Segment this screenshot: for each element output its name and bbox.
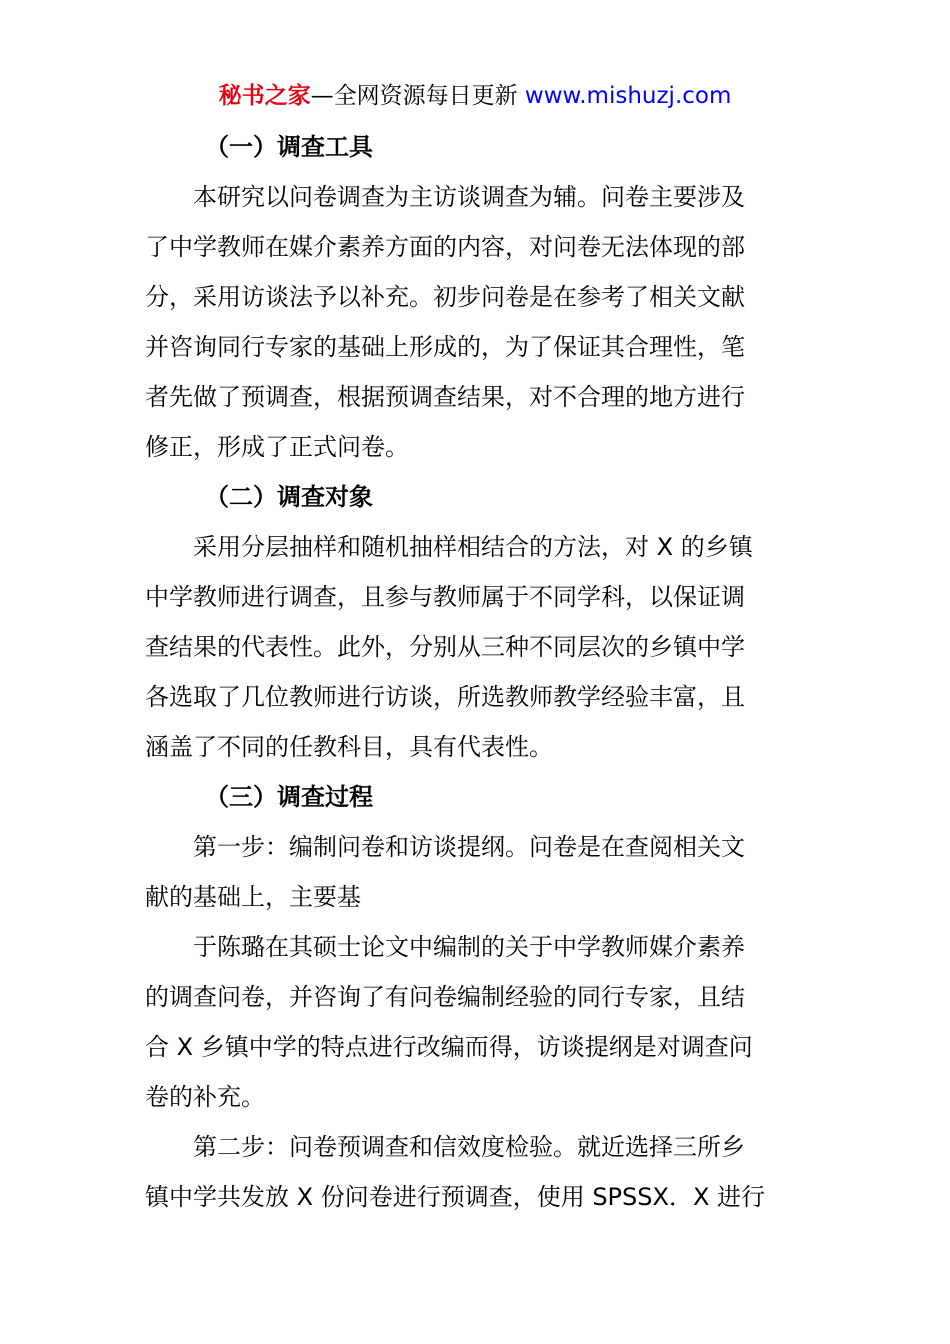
paragraph-line: 第二步：问卷预调查和信效度检验。就近选择三所乡: [193, 1133, 745, 1161]
paragraph-line: 献的基础上，主要基: [145, 883, 361, 911]
paragraph-line: 各选取了几位教师进行访谈，所选教师教学经验丰富，且: [145, 683, 745, 711]
paragraph-line: 分，采用访谈法予以补充。初步问卷是在参考了相关文献: [145, 283, 745, 311]
paragraph-line: 合 X 乡镇中学的特点进行改编而得，访谈提纲是对调查问: [145, 1033, 753, 1061]
document-body: [145, 122, 815, 1222]
section-heading-subjects: （二）调查对象: [205, 483, 373, 511]
paragraph-process-step1-cont: [145, 922, 815, 1122]
paragraph-line: 修正，形成了正式问卷。: [145, 433, 409, 461]
paragraph-line: 中学教师进行调查，且参与教师属于不同学科，以保证调: [145, 583, 745, 611]
paragraph-subjects: [145, 522, 815, 772]
paragraph-line: 于陈璐在其硕士论文中编制的关于中学教师媒介素养: [193, 933, 745, 961]
paragraph-line: 的调查问卷，并咨询了有问卷编制经验的同行专家，且结: [145, 983, 745, 1011]
site-brand: 秘书之家: [218, 83, 311, 109]
site-slogan: —全网资源每日更新: [310, 83, 518, 109]
paragraph-line: 查结果的代表性。此外，分别从三种不同层次的乡镇中学: [145, 633, 745, 661]
paragraph-process-step1: [145, 822, 815, 922]
section-heading-process: （三）调查过程: [205, 783, 373, 811]
section-heading-tools: （一）调查工具: [205, 133, 373, 161]
paragraph-line: 第一步：编制问卷和访谈提纲。问卷是在查阅相关文: [193, 833, 745, 861]
paragraph-line: 镇中学共发放 X 份问卷进行预调查，使用 SPSSX．X 进行: [145, 1183, 766, 1211]
paragraph-line: 本研究以问卷调查为主访谈调查为辅。问卷主要涉及: [193, 183, 745, 211]
paragraph-process-step2: [145, 1122, 815, 1222]
paragraph-line: 卷的补充。: [145, 1083, 265, 1111]
site-url-link[interactable]: www.mishuzj.com: [524, 83, 732, 109]
paragraph-line: 采用分层抽样和随机抽样相结合的方法，对 X 的乡镇: [193, 533, 753, 561]
paragraph-line: 了中学教师在媒介素养方面的内容，对问卷无法体现的部: [145, 233, 745, 261]
paragraph-line: 涵盖了不同的任教科目，具有代表性。: [145, 733, 553, 761]
site-header: [0, 80, 950, 112]
paragraph-tools: [145, 172, 815, 472]
paragraph-line: 并咨询同行专家的基础上形成的，为了保证其合理性，笔: [145, 333, 745, 361]
paragraph-line: 者先做了预调查，根据预调查结果，对不合理的地方进行: [145, 383, 745, 411]
